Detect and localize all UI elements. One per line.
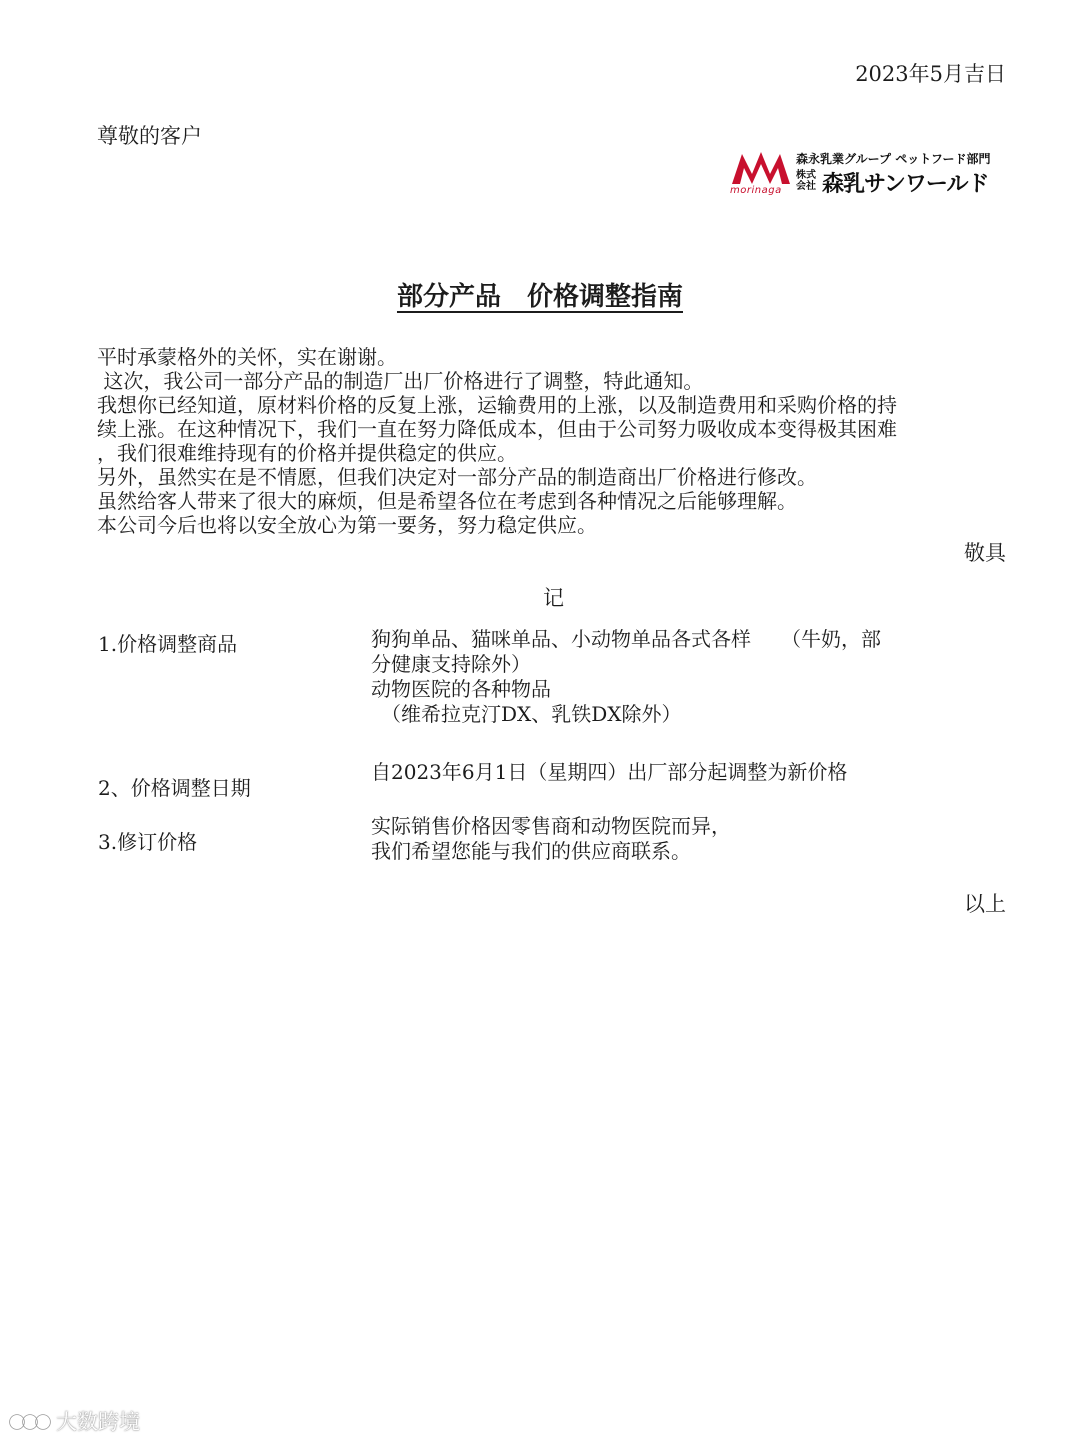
- item-value-line: 分健康支持除外）: [371, 652, 531, 676]
- body-line: 平时承蒙格外的关怀，实在谢谢。: [97, 345, 397, 369]
- body-line: 虽然给客人带来了很大的麻烦，但是希望各位在考虑到各种情况之后能够理解。: [97, 489, 797, 513]
- body-line: 我想你已经知道，原材料价格的反复上涨，运输费用的上涨，以及制造费用和采购价格的持: [97, 393, 897, 417]
- watermark: [8, 1406, 140, 1436]
- salutation: 尊敬的客户: [97, 124, 202, 148]
- morinaga-m-logo-icon: [730, 150, 792, 186]
- document-title-text: 部分产品 价格调整指南: [396, 282, 683, 312]
- item-value-products: [371, 627, 881, 727]
- watermark-text: 大数跨境: [56, 1410, 140, 1434]
- item-label-products: 1.价格调整商品: [98, 632, 238, 656]
- item-label-revised-price: 3.修订价格: [98, 830, 198, 854]
- item-value-revised-price: [371, 814, 731, 864]
- item-value-date: [371, 756, 847, 785]
- logo-group-line: 森永乳業グループ ペットフード部門: [796, 152, 991, 166]
- note-heading: 记: [543, 586, 564, 610]
- body-line: 这次，我公司一部分产品的制造厂出厂价格进行了调整，特此通知。: [97, 369, 704, 393]
- item-value-line: 实际销售价格因零售商和动物医院而异，: [371, 814, 731, 838]
- company-logo: [730, 150, 1020, 200]
- document-date: 2023年5月吉日: [855, 62, 1006, 86]
- item-value-line: 自2023年6月1日（星期四）出厂部分起调整为新价格: [371, 760, 848, 784]
- closing-word: 敬具: [964, 541, 1006, 565]
- body-line: 另外，虽然实在是不情愿，但我们决定对一部分产品的制造商出厂价格进行修改。: [97, 465, 817, 489]
- end-mark: 以上: [964, 892, 1006, 916]
- item-label-date: 2、价格调整日期: [98, 776, 251, 800]
- body-line: ，我们很难维持现有的价格并提供稳定的供应。: [97, 441, 517, 465]
- logo-company-type: 株式会社: [796, 170, 816, 192]
- body-paragraph: [97, 345, 897, 537]
- watermark-logo-icon: [8, 1410, 52, 1432]
- body-line: 续上涨。在这种情况下，我们一直在努力降低成本，但由于公司努力吸收成本变得极其困难: [97, 417, 897, 441]
- document-title: [0, 276, 1080, 313]
- item-value-line: 狗狗单品、猫咪单品、小动物单品各式各样 （牛奶，部: [371, 627, 881, 651]
- logo-brand-text: morinaga: [730, 185, 782, 196]
- item-value-line: （维希拉克汀DX、乳铁DX除外）: [371, 702, 682, 726]
- logo-company-name: 森乳サンワールド: [822, 172, 989, 197]
- item-value-line: 我们希望您能与我们的供应商联系。: [371, 839, 691, 863]
- body-line: 本公司今后也将以安全放心为第一要务，努力稳定供应。: [97, 513, 597, 537]
- item-value-line: 动物医院的各种物品: [371, 677, 551, 701]
